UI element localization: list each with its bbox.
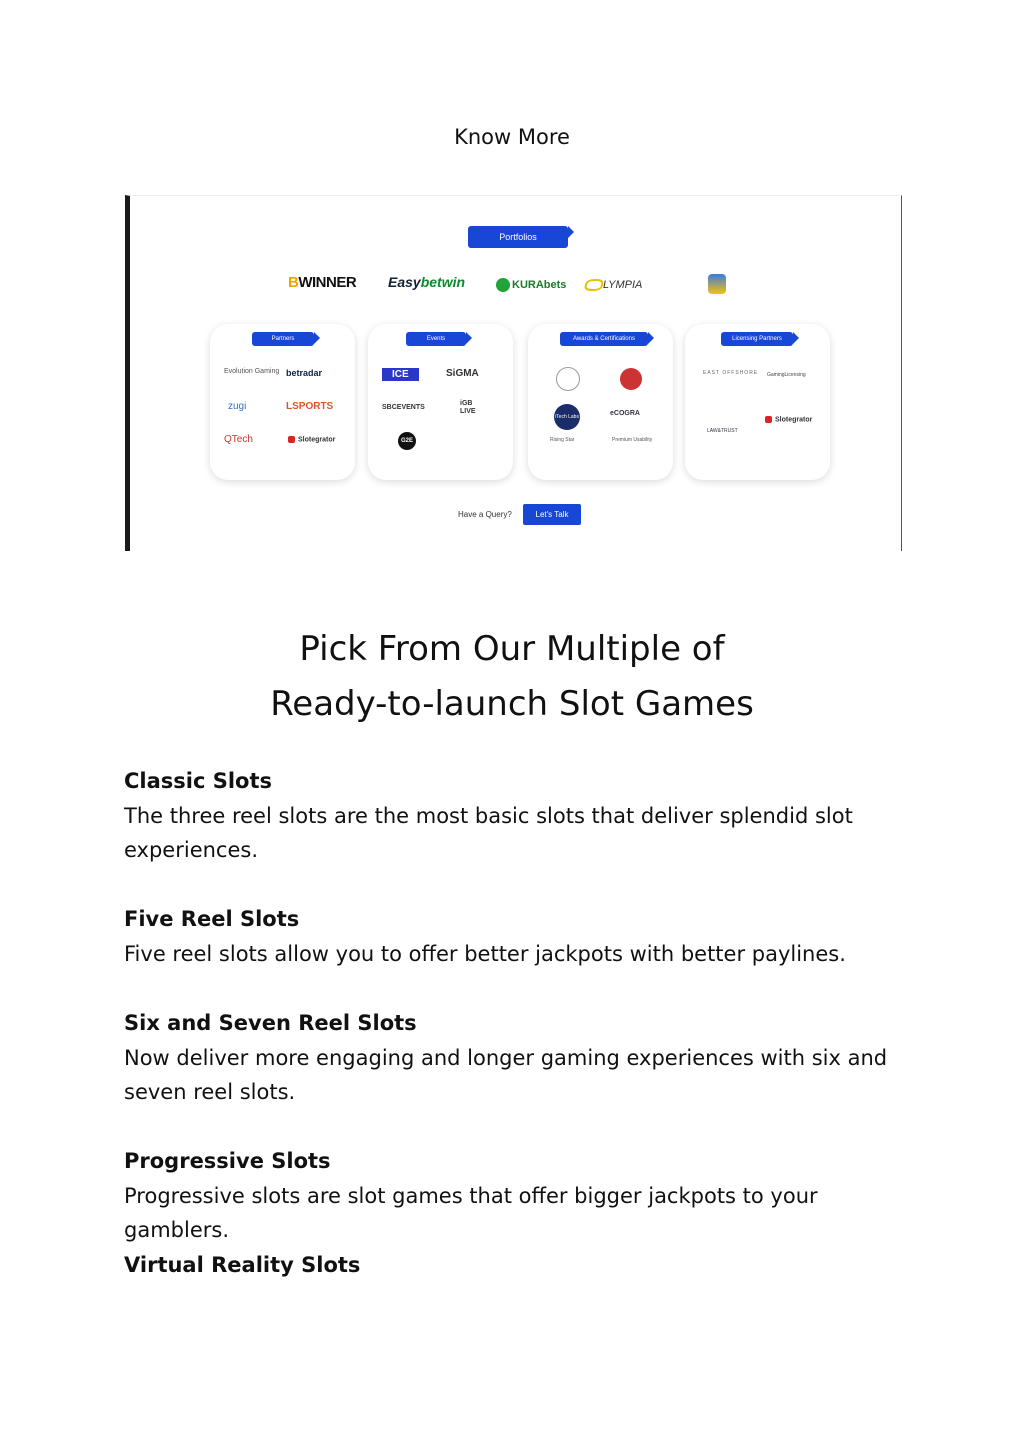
section-body: The three reel slots are the most basic slots that deliver splendid slot experiences. xyxy=(124,803,853,862)
ecogra-logo: eCOGRA xyxy=(610,410,640,417)
section-heading: Six and Seven Reel Slots xyxy=(124,1011,417,1035)
section-heading: Progressive Slots xyxy=(124,1149,331,1173)
section-five-reel-slots xyxy=(124,902,914,971)
slotegrator-licensing-logo: Slotegrator xyxy=(765,416,812,423)
partners-ribbon: Partners xyxy=(252,332,314,346)
section-classic-slots xyxy=(124,764,914,868)
portfolio-screenshot xyxy=(125,195,902,551)
qtech-logo: QTech xyxy=(224,434,253,445)
brand-mascot-logo xyxy=(708,274,726,294)
section-heading: Five Reel Slots xyxy=(124,907,300,931)
brand-kurabets-logo: KURAbets xyxy=(496,278,566,292)
gaming-licensing-logo: GamingLicensing xyxy=(767,372,806,378)
section-heading-vr-slots: Virtual Reality Slots xyxy=(124,1252,361,1277)
section-body: Progressive slots are slot games that offer bigger jackpots to your gamblers. xyxy=(124,1183,818,1242)
know-more-link[interactable]: Know More xyxy=(454,125,570,149)
partners-card xyxy=(210,324,355,480)
lets-talk-button[interactable]: Let's Talk xyxy=(523,504,581,525)
certified-seal-icon xyxy=(620,368,642,390)
title-line-2: Ready-to-launch Slot Games xyxy=(270,684,754,724)
section-body: Five reel slots allow you to offer better jackpots with better paylines. xyxy=(124,941,846,966)
ice-logo: ICE xyxy=(382,368,419,381)
sigma-logo: SiGMA xyxy=(446,368,479,379)
section-heading: Classic Slots xyxy=(124,769,273,793)
page-title xyxy=(0,622,1024,732)
itech-labs-logo: iTech Labs xyxy=(554,404,580,430)
law-trust-logo: LAW&TRUST xyxy=(707,428,738,434)
olympia-o-icon xyxy=(583,279,604,291)
lsports-logo: LSPORTS xyxy=(286,401,334,412)
section-body: Now deliver more engaging and longer gaming experiences with six and seven reel slots. xyxy=(124,1045,888,1104)
awards-ribbon: Awards & Certifications xyxy=(560,332,648,346)
slotegrator-shield-icon xyxy=(765,416,772,423)
soccer-ball-icon xyxy=(496,278,510,292)
east-offshore-logo: EAST OFFSHORE xyxy=(703,370,759,376)
query-text: Have a Query? xyxy=(458,510,512,519)
betradar-logo: betradar xyxy=(286,368,323,378)
sbcevents-logo: SBCEVENTS xyxy=(382,404,425,411)
brand-winner-logo: BWINNER xyxy=(288,274,357,291)
events-card xyxy=(368,324,513,480)
rising-star-award: Rising Star xyxy=(550,437,575,443)
slotegrator-shield-icon xyxy=(288,436,295,443)
licensing-card xyxy=(685,324,830,480)
award-seal-icon xyxy=(556,367,580,391)
brand-easybetwin-logo: Easybetwin xyxy=(388,274,466,290)
portfolios-ribbon: Portfolios xyxy=(468,226,568,248)
premium-usability-award: Premium Usability xyxy=(612,437,653,443)
zugi-logo: zugi xyxy=(228,401,247,412)
section-six-seven-reel-slots xyxy=(124,1006,914,1110)
title-line-1: Pick From Our Multiple of xyxy=(299,629,725,669)
evolution-gaming-logo: Evolution Gaming xyxy=(224,368,280,375)
section-progressive-slots xyxy=(124,1144,914,1282)
awards-card xyxy=(528,324,673,480)
brand-olympia-logo: LYMPIA xyxy=(585,279,642,291)
g2e-logo: G2E xyxy=(398,432,416,450)
events-ribbon: Events xyxy=(406,332,466,346)
igb-live-logo: iGB LIVE xyxy=(460,400,476,415)
slotegrator-logo: Slotegrator xyxy=(288,436,335,443)
licensing-ribbon: Licensing Partners xyxy=(721,332,793,346)
